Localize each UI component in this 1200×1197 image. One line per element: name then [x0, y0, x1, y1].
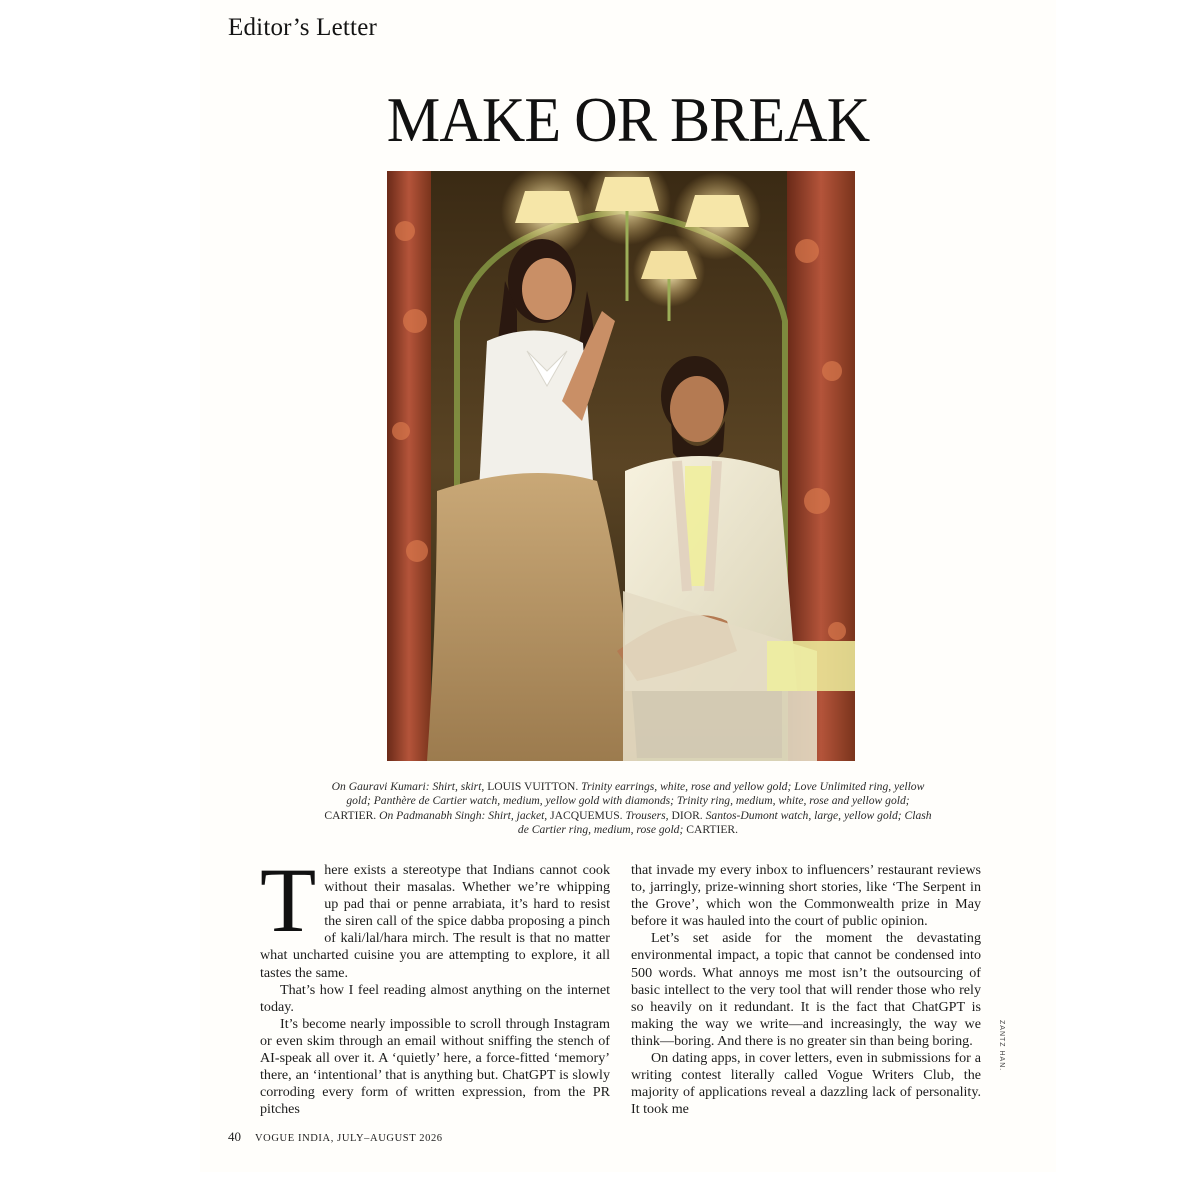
page-number: 40 — [228, 1129, 241, 1144]
drop-cap: T — [260, 849, 317, 951]
article-paragraph: On dating apps, in cover letters, even in submissions for a writing contest literally called Vogue Writers Club, the majority of applications reveal a dazzling lack of personality. It took me — [631, 1050, 981, 1118]
caption-text: On Gauravi Kumari: Shirt, skirt, — [331, 780, 488, 793]
headline: MAKE OR BREAK — [386, 84, 870, 155]
article-paragraph: It’s become nearly impossible to scroll through Instagram or even skim through an email without sniffing the stench of AI-speak all over it. A ‘quietly’ here, a force-fitted ‘memory’ there, an ‘intentional’ that is anything but. ChatGPT is slowly corroding every form of written expression, from the PR pitches — [260, 1015, 610, 1118]
article-column-left — [260, 849, 610, 1118]
section-label: Editor’s Letter — [228, 14, 378, 41]
caption-text: On Padmanabh Singh: Shirt, jacket, — [376, 808, 551, 822]
caption-brand: DIOR. — [671, 808, 703, 822]
caption-brand: LOUIS VUITTON. — [487, 780, 579, 793]
magazine-issue: VOGUE INDIA, JULY–AUGUST 2026 — [255, 1133, 443, 1144]
photo-caption — [320, 780, 936, 837]
caption-text: Trousers, — [622, 808, 672, 822]
page-folio — [228, 1129, 443, 1145]
editorial-photo — [387, 171, 855, 761]
caption-text: Santos-Dumont watch, large, yellow gold; Clash de Cartier ring, medium, rose gold; — [517, 808, 932, 836]
paragraph-text: here exists a stereotype that Indians cannot cook without their masalas. Whether we’re whipping up pad thai or penne arrabiata, it’s hard to resist the siren call of the spice dabba proposing a pinch of kali/lal/hara mirch. The result is that no matter what uncharted cuisine you are attempting to explore, it all tastes the same. — [260, 862, 610, 981]
magazine-page — [200, 0, 1056, 1172]
article-paragraph: that invade my every inbox to influencers’ restaurant reviews to, jarringly, prize-winning short stories, like ‘The Serpent in the Grove’, which won the Commonwealth prize in May before it was hauled into the court of public opinion. — [631, 862, 981, 930]
photo-credit: ZANTZ HAN. — [998, 1020, 1005, 1072]
caption-brand: CARTIER. — [686, 822, 739, 836]
article-paragraph: Let’s set aside for the moment the devastating environmental impact, a topic that cannot be condensed into 500 words. What annoys me most isn’t the outsourcing of basic intellect to the very tool that will render those who rely so heavily on it redundant. It is the fact that ChatGPT is making the way we write—and increasingly, the way we think—boring. And there is no greater sin than being boring. — [631, 930, 981, 1049]
article-column-right — [631, 862, 981, 1118]
caption-text: Trinity earrings, white, rose and yellow gold; Love Unlimited ring, yellow gold; Panthère de Cartier watch, medium, yellow gold with diamonds; Trinity ring, medium, white, rose and yellow gold; — [346, 780, 925, 808]
article-paragraph — [260, 849, 610, 982]
article-paragraph: That’s how I feel reading almost anything on the internet today. — [260, 981, 610, 1015]
caption-brand: CARTIER. — [324, 808, 377, 822]
caption-brand: JACQUEMUS. — [550, 808, 623, 822]
